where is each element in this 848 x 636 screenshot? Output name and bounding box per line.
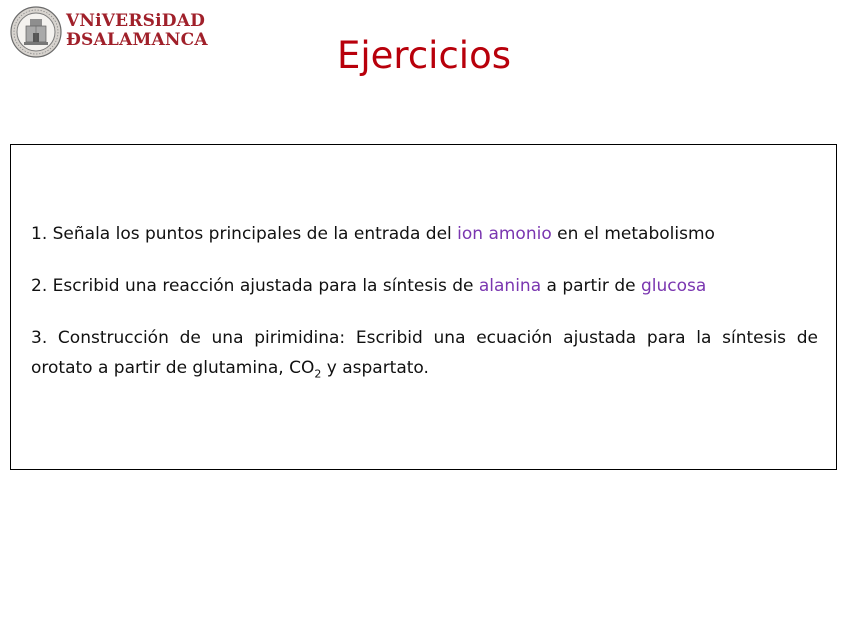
- exercise-item-1: [31, 219, 818, 249]
- exercise-2-highlight-glucosa: glucosa: [640, 276, 707, 296]
- exercise-item-2: [31, 271, 818, 301]
- exercise-3-text-end: y aspartato.: [321, 358, 429, 378]
- exercise-3-subscript: 2: [314, 367, 322, 381]
- exercise-3-text: 3. Construcción de una pirimidina: Escribid una ecuación ajustada para la síntesis de orotato a partir de glutamina, CO: [31, 328, 818, 378]
- exercise-item-3: [31, 323, 818, 383]
- exercise-box: [10, 144, 837, 470]
- exercise-list: [31, 219, 818, 405]
- exercise-1-highlight: ion amonio: [457, 224, 552, 244]
- wordmark-line-1: VNiVERSiDAD: [66, 11, 206, 31]
- exercise-2-text-middle: a partir de: [541, 276, 641, 296]
- exercise-1-text: 1. Señala los puntos principales de la entrada del: [31, 224, 458, 244]
- wordmark-line-2: ÐSALAMANCA: [66, 30, 208, 50]
- exercise-2-text: 2. Escribid una reacción ajustada para la síntesis de: [31, 276, 479, 296]
- page-title: Ejercicios: [337, 34, 511, 77]
- exercise-1-text-end: en el metabolismo: [551, 224, 715, 244]
- exercise-2-highlight-alanina: alanina: [478, 276, 542, 296]
